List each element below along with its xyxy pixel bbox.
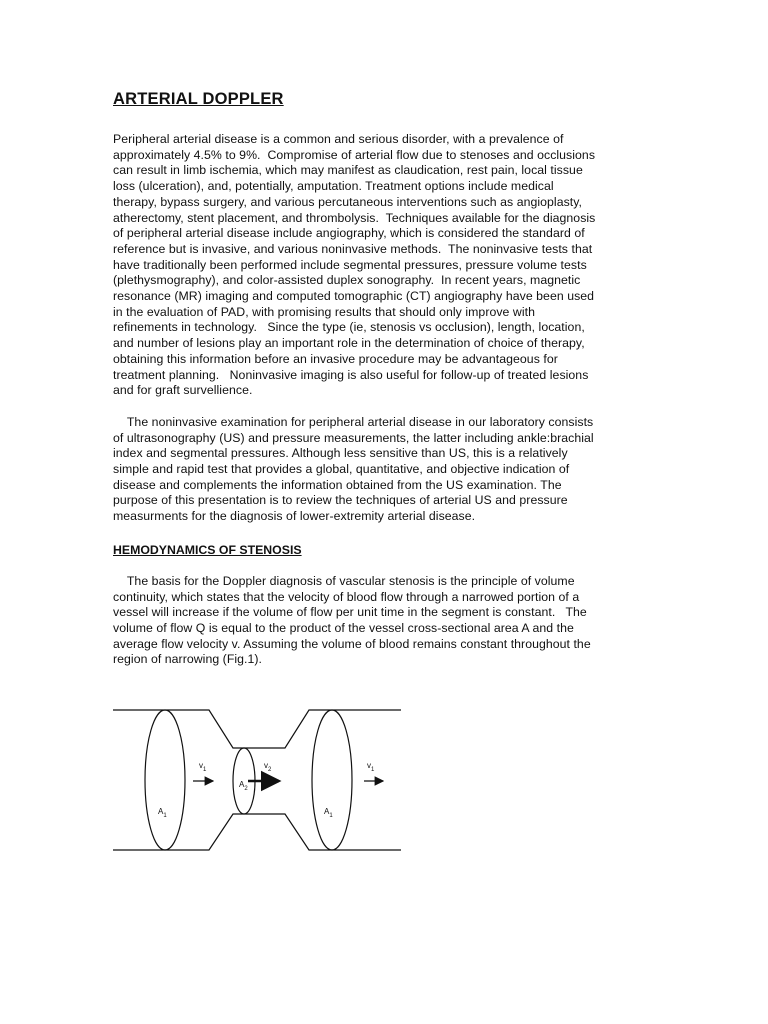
cross-section-a1-right xyxy=(312,710,352,850)
label-v1-left: $v_1$ xyxy=(199,761,207,773)
label-v1-right: $v_1$ xyxy=(367,761,375,773)
paragraph-gap xyxy=(113,399,658,415)
hemodynamics-paragraph: The basis for the Doppler diagnosis of vascular stenosis is the principle of volume continuity, which states that the velocity of blood flow through a narrowed portion of a vessel will increase if the volume of flow per unit time in the segment is constant. The volume of flow Q is equal to the product of the vessel cross-sectional area A and the average flow velocity v. Assuming the volume of blood remains constant throughout the region of narrowing (Fig.1). xyxy=(113,573,591,667)
vessel-top-wall xyxy=(113,710,401,748)
vessel-bottom-wall xyxy=(113,814,401,850)
label-a1-left: $A_1$ xyxy=(158,807,167,819)
intro-paragraph: Peripheral arterial disease is a common and serious disorder, with a prevalence of approximately 4.5% to 9%. Compromise of arterial flow due to stenoses and occlusions can result in limb ischemia, which may manifest as claudication, rest pain, local tissue loss (ulceration), and, potentially, amputation. Treatment options include medical therapy, bypass surgery, and various percutaneous interventions such as angioplasty, atherectomy, stent placement, and thrombolysis. Techniques available for the diagnosis of peripheral arterial disease include angiography, which is considered the standard of reference but is invasive, and various noninvasive methods. The noninvasive tests that have traditionally been performed include segmental pressures, pressure volume tests (plethysmography), and color-assisted duplex sonography. In recent years, magnetic resonance (MR) imaging and computed tomographic (CT) angiography have been used in the evaluation of PAD, with promising results that should only improve with refinements in technology. Since the type (ie, stenosis vs occlusion), length, location, and number of lesions play an important role in the determination of choice of therapy, obtaining this information before an invasive procedure may be advantageous for treatment planning. Noninvasive imaging is also useful for follow-up of treated lesions and for graft survellience. xyxy=(113,132,596,398)
section-heading: HEMODYNAMICS OF STENOSIS xyxy=(113,542,302,557)
examination-paragraph: The noninvasive examination for peripheral arterial disease in our laboratory consists of ultrasonography (US) and pressure measurements, the latter including ankle:brachial index and segmental pressures. Although less sensitive than US, this is a relatively simple and rapid test that provides a global, quantitative, and objective indication of disease and complements the information obtained from the US examination. The purpose of this presentation is to review the techniques of arterial US and pressure measurments for the diagnosis of lower-extremity arterial disease. xyxy=(113,414,594,524)
cross-section-a1-left xyxy=(145,710,185,850)
label-v2: $v_2$ xyxy=(264,761,272,773)
document-title: ARTERIAL DOPPLER xyxy=(113,90,284,108)
label-a1-right: $A_1$ xyxy=(324,807,333,819)
document-page xyxy=(113,90,658,668)
stenosis-diagram xyxy=(113,704,403,854)
label-a2: $A_2$ xyxy=(239,780,248,792)
stenosis-diagram-svg xyxy=(113,704,403,854)
